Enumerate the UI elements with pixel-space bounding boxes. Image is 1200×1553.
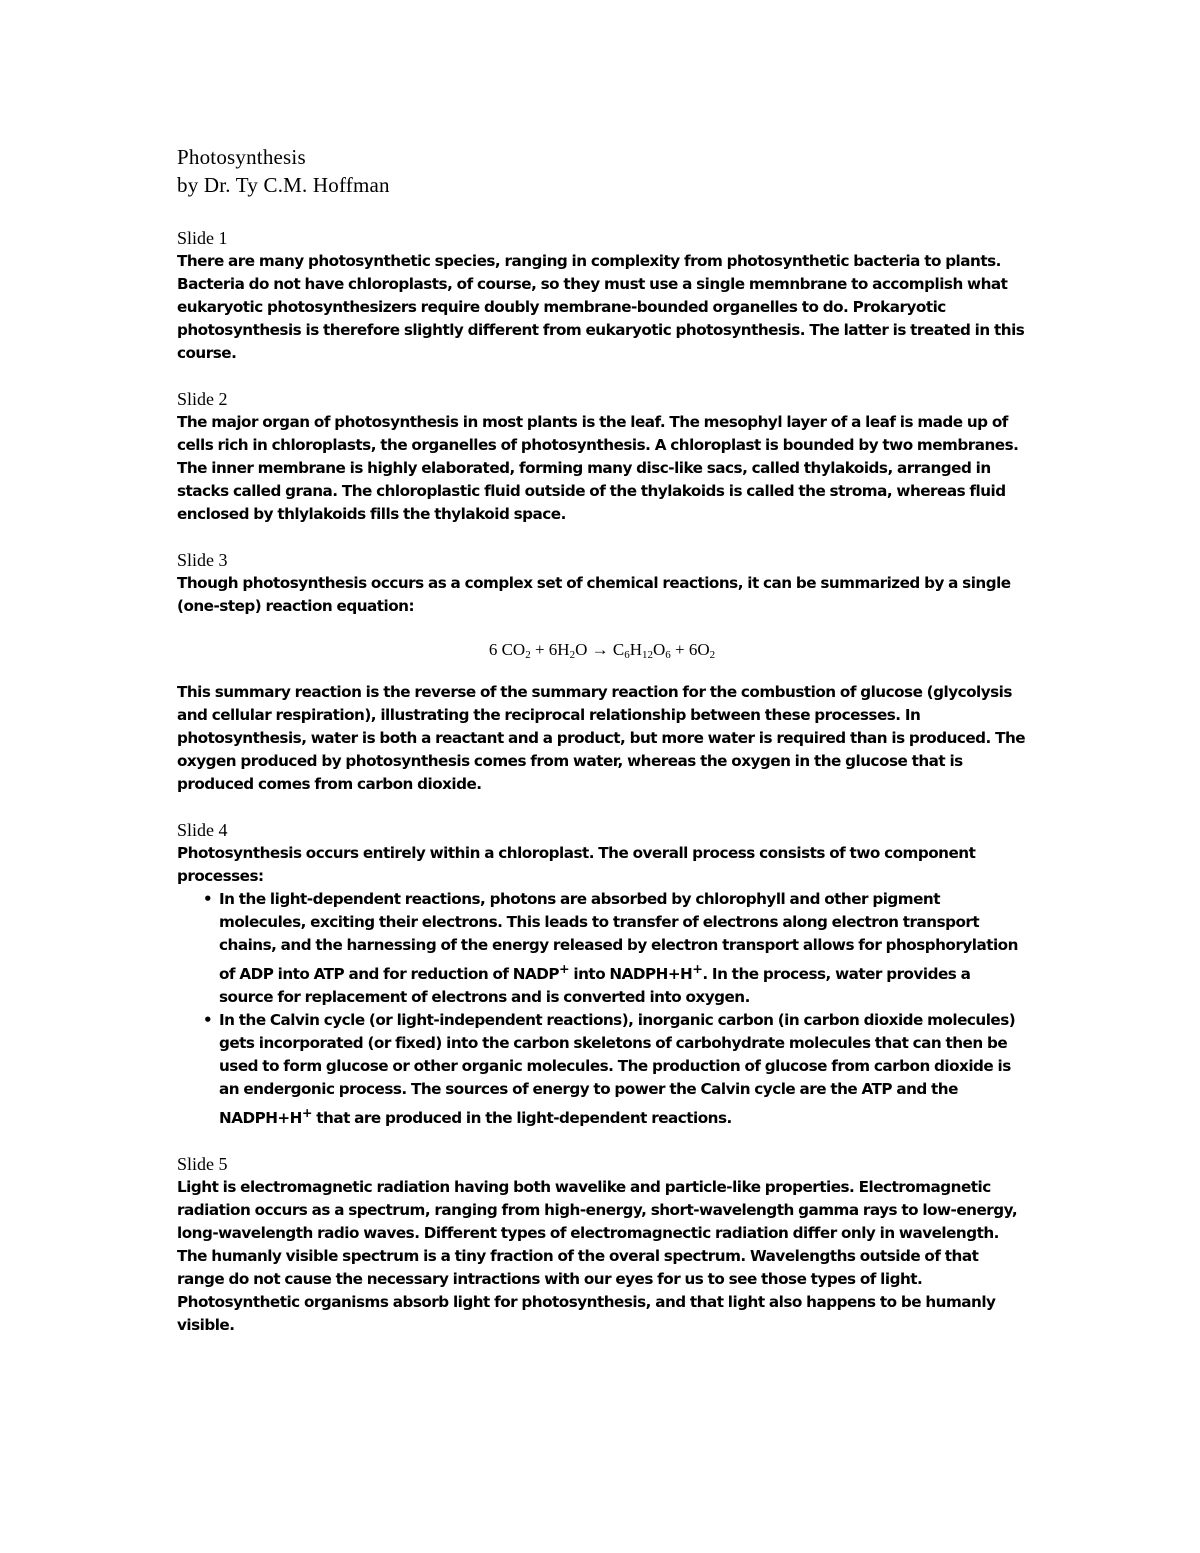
equation-part: + 6O	[670, 640, 710, 659]
slide-5-paragraph: Light is electromagnetic radiation having both wavelike and particle-like properties. Electromagnetic radiation occurs as a spectrum, ranging from high-energy, short-wavelength gamma rays to low-energy, long-wavelength radio waves. Different types of electromagnectic radiation differ only in wavelength. The humanly visible spectrum is a tiny fraction of the overal spectrum. Wavelengths outside of that range do not cause the necessary intractions with our eyes for us to see those types of light. Photosynthetic organisms absorb light for photosynthesis, and that light also happens to be humanly visible.	[177, 1178, 1018, 1335]
slide-2-section	[177, 388, 1027, 526]
equation-subscript: 12	[642, 649, 653, 661]
document-title: Photosynthesis	[177, 145, 306, 169]
slide-2-heading: Slide 2	[177, 389, 228, 409]
slide-1-paragraph: There are many photosynthetic species, ranging in complexity from photosynthetic bacteria to plants. Bacteria do not have chloroplasts, of course, so they must use a single memnbrane to accomplish what eukaryotic photosynthesizers require doubly membrane-bounded organelles to do. Prokaryotic photosynthesis is therefore slightly different from eukaryotic photosynthesis. The latter is treated in this course.	[177, 252, 1025, 362]
slide-3-section	[177, 549, 1027, 796]
slide-4-bullet-list	[177, 888, 1027, 1130]
equation-part: 6 CO	[488, 640, 526, 659]
slide-3-explanation: This summary reaction is the reverse of the summary reaction for the combustion of glucose (glycolysis and cellular respiration), illustrating the reciprocal relationship between these processes. In photosynthesis, water is both a reactant and a product, but more water is required than is produced. The oxygen produced by photosynthesis comes from water, whereas the oxygen in the glucose that is produced comes from carbon dioxide.	[177, 683, 1026, 793]
equation-subscript: 2	[709, 649, 716, 661]
slide-5-section	[177, 1153, 1027, 1337]
bullet-icon: •	[203, 890, 213, 908]
equation-subscript: 6	[665, 649, 671, 661]
bullet-text: into NADPH+H	[569, 965, 693, 984]
bullet-icon: •	[203, 1011, 213, 1030]
equation-part: + 6H	[530, 640, 570, 659]
slide-4-intro: Photosynthesis occurs entirely within a chloroplast. The overall process consists of two component processes:	[177, 844, 976, 885]
superscript: +	[301, 1105, 312, 1121]
slide-1-heading: Slide 1	[177, 228, 228, 248]
superscript: +	[692, 961, 703, 976]
slide-2-paragraph: The major organ of photosynthesis in most plants is the leaf. The mesophyl layer of a leaf is made up of cells rich in chloroplasts, the organelles of photosynthesis. A chloroplast is bounded by two membranes. The inner membrane is highly elaborated, forming many disc-like sacs, called thylakoids, arranged in stacks called grana. The chloroplastic fluid outside of the thylakoids is called the stroma, whereas fluid enclosed by thlylakoids fills the thylakoid space.	[177, 413, 1019, 523]
photosynthesis-equation	[177, 638, 1027, 661]
equation-subscript: 6	[624, 649, 630, 661]
superscript: +	[559, 961, 570, 976]
equation-part: H	[629, 640, 642, 659]
slide-5-heading: Slide 5	[177, 1154, 228, 1175]
equation-part: O → C	[575, 640, 625, 659]
document-author: by Dr. Ty C.M. Hoffman	[177, 173, 390, 197]
equation-part: O	[653, 640, 666, 659]
slide-1-section	[177, 227, 1027, 365]
list-item	[203, 1009, 1027, 1130]
list-item	[203, 888, 1027, 1009]
equation-subscript: 2	[525, 649, 531, 661]
bullet-text: In the light-dependent reactions, photons are absorbed by chlorophyll and other pigment molecules, exciting their electrons. This leads to transfer of electrons along electron transport chains, and the harnessing of the energy released by electron transport allows for phosphorylation of ADP into ATP and for reduction of NADP	[219, 890, 1018, 984]
bullet-text: that are produced in the light-dependent reactions.	[311, 1109, 732, 1128]
slide-4-section	[177, 819, 1027, 1130]
document-page	[177, 143, 1027, 1337]
slide-3-heading: Slide 3	[177, 550, 228, 570]
bullet-text: In the Calvin cycle (or light-independent reactions), inorganic carbon (in carbon dioxide molecules) gets incorporated (or fixed) into the carbon skeletons of carbohydrate molecules that can then be used to form glucose or other organic molecules. The production of glucose from carbon dioxide is an endergonic process. The sources of energy to power the Calvin cycle are the ATP and the NADPH+H	[219, 1011, 1016, 1128]
bullet-text: . In the process, water provides a source for replacement of electrons and is converted into oxygen.	[219, 965, 971, 1007]
slide-4-heading: Slide 4	[177, 820, 228, 840]
slide-3-intro: Though photosynthesis occurs as a complex set of chemical reactions, it can be summarized by a single (one-step) reaction equation:	[177, 574, 1011, 615]
equation-subscript: 2	[569, 649, 576, 661]
title-block	[177, 143, 1027, 199]
